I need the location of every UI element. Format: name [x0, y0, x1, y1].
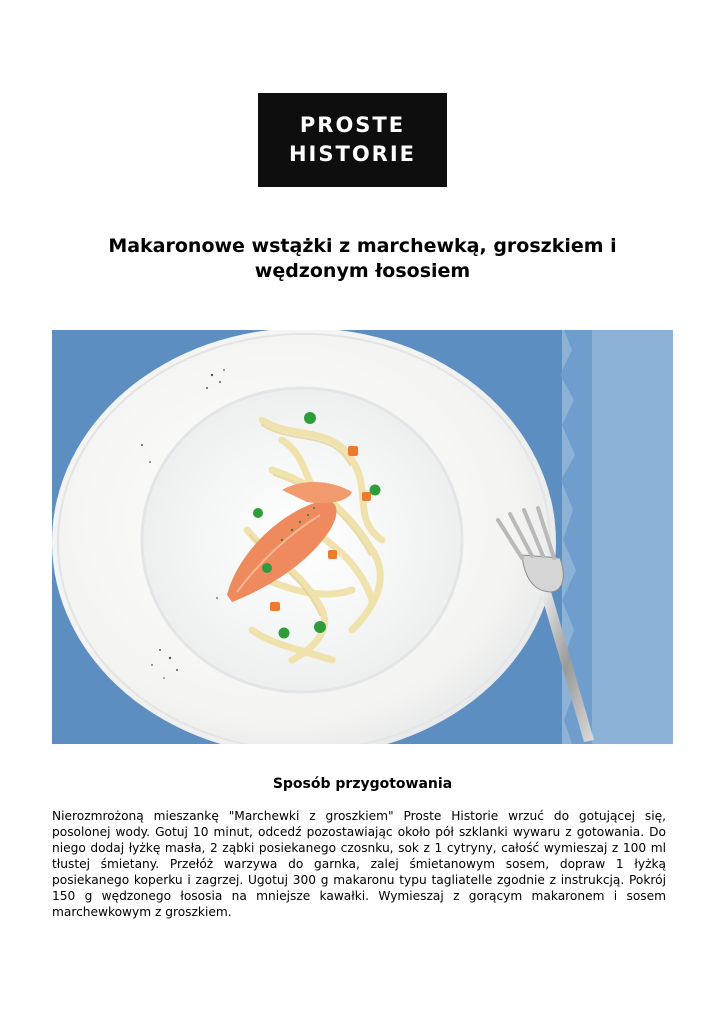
brand-logo: [258, 93, 447, 187]
logo-line-1: PROSTE: [299, 113, 406, 137]
instructions-paragraph: Nierozmrożoną mieszankę "Marchewki z groszkiem" Proste Historie wrzuć do gotującej się, posolonej wody. Gotuj 10 minut, odcedź pozostawiając około pół szklanki wywaru z gotowania. Do niego dodaj łyżkę masła, 2 ząbki posiekanego czosnku, sok z 1 cytryny, całość wymieszaj z 100 ml tłustej śmietany. Przełóż warzywa do garnka, zalej śmietanowym sosem, dopraw 1 łyżką posiekanego koperku i zagrzej. Ugotuj 300 g makaronu typu tagliatelle zgodnie z instrukcją. Pokrój 150 g wędzonego łososia na mniejsze kawałki. Wymieszaj z gorącym makaronem i sosem marchewkowym z groszkiem.: [52, 809, 666, 919]
section-heading: Sposób przygotowania: [272, 776, 453, 792]
recipe-title: Makaronowe wstążki z marchewką, groszkiem i wędzonym łososiem: [108, 235, 617, 282]
recipe-photo: [52, 330, 673, 744]
logo-line-2: HISTORIE: [288, 142, 417, 166]
